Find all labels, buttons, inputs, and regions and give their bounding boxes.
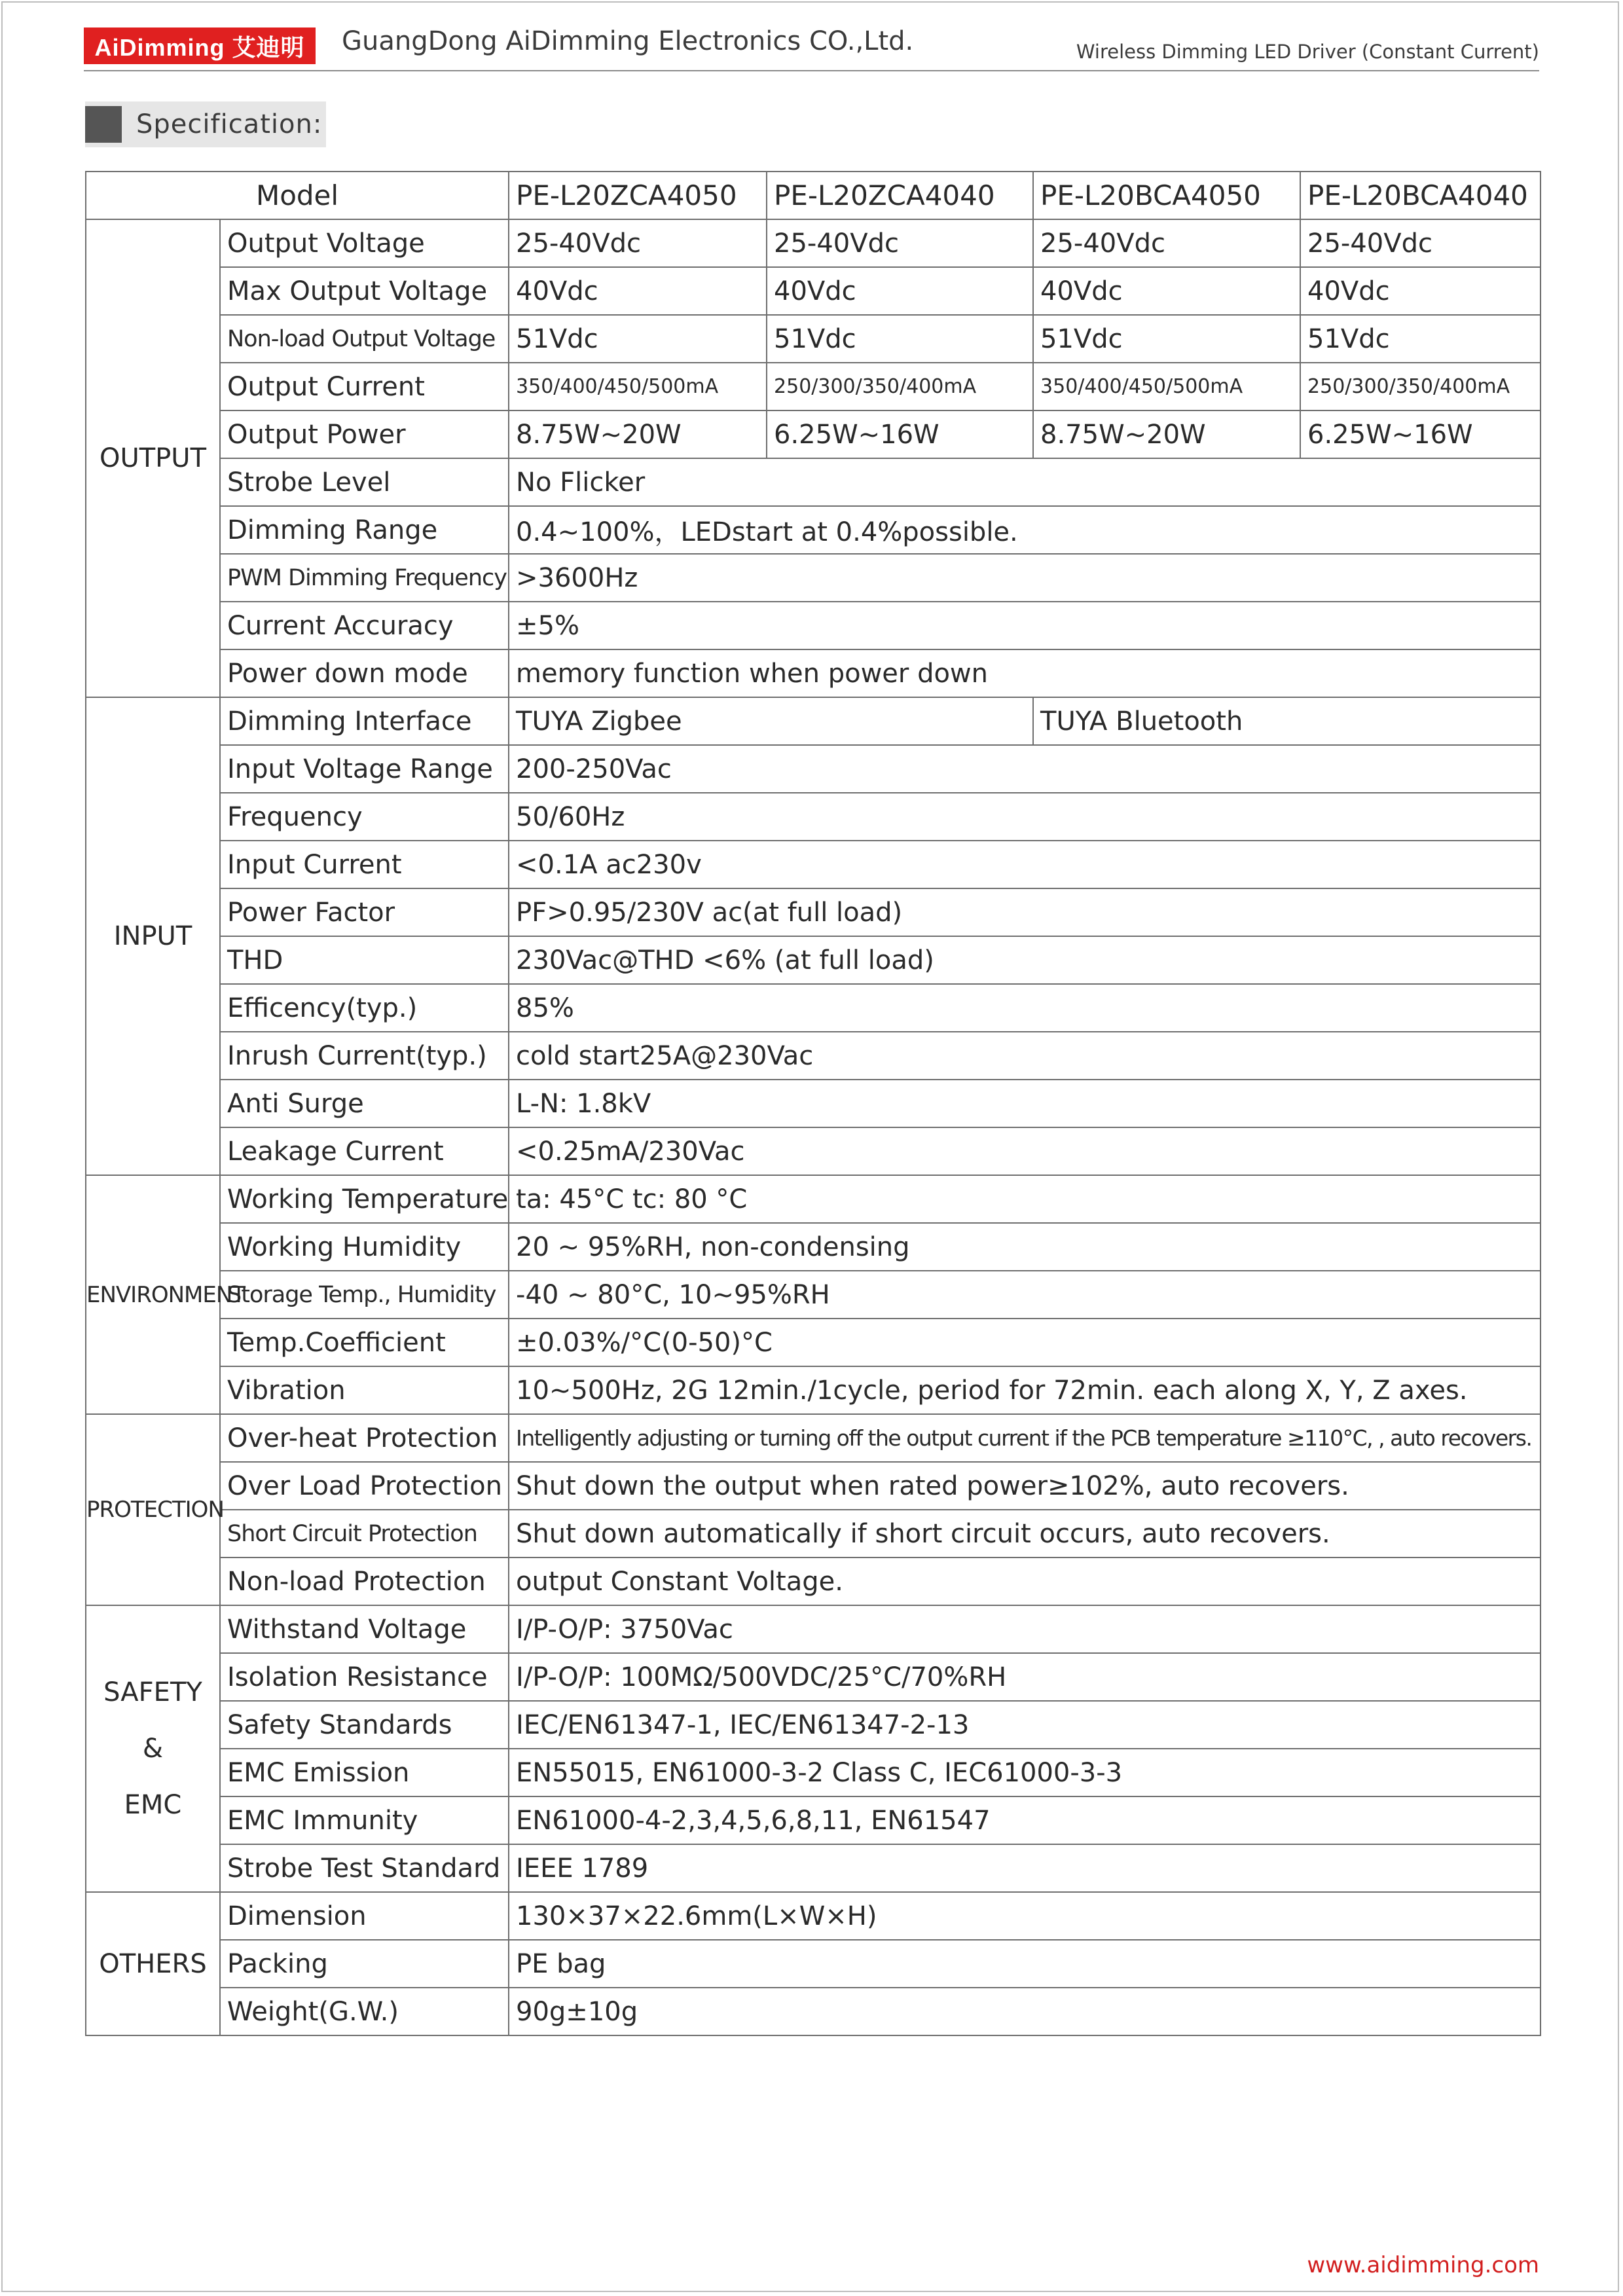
cell: cold start25A@230Vac — [509, 1032, 1541, 1080]
cell: memory function when power down — [509, 649, 1541, 697]
cell: 6.25W~16W — [767, 410, 1033, 458]
row-label: Anti Surge — [220, 1080, 509, 1127]
cell: >3600Hz — [509, 554, 1541, 602]
row-label: Over-heat Protection — [220, 1414, 509, 1462]
table-row — [86, 1127, 1541, 1175]
cell: <0.1A ac230v — [509, 841, 1541, 888]
cell: TUYA Bluetooth — [1033, 697, 1541, 745]
row-label: Packing — [220, 1940, 509, 1988]
row-label: Power Factor — [220, 888, 509, 936]
category-protection: PROTECTION — [86, 1414, 220, 1605]
cell: EN55015, EN61000-3-2 Class C, IEC61000-3-3 — [509, 1749, 1541, 1796]
cell: ±5% — [509, 602, 1541, 649]
row-label: Weight(G.W.) — [220, 1988, 509, 2035]
table-row — [86, 1223, 1541, 1271]
table-row — [86, 1080, 1541, 1127]
row-label: Inrush Current(typ.) — [220, 1032, 509, 1080]
category-others: OTHERS — [86, 1892, 220, 2035]
table-row — [86, 1175, 1541, 1223]
row-label: Over Load Protection — [220, 1462, 509, 1510]
category-line: & — [142, 1734, 164, 1764]
row-label: Temp.Coefficient — [220, 1319, 509, 1366]
row-label: Output Voltage — [220, 219, 509, 267]
model-2: PE-L20ZCA4040 — [767, 172, 1033, 219]
table-row — [86, 506, 1541, 554]
row-label: EMC Emission — [220, 1749, 509, 1796]
table-row — [86, 1701, 1541, 1749]
table-row — [86, 1510, 1541, 1558]
cell: 40Vdc — [1033, 267, 1300, 315]
cell: 50/60Hz — [509, 793, 1541, 841]
cell: 90g±10g — [509, 1988, 1541, 2035]
table-row — [86, 267, 1541, 315]
table-row — [86, 1988, 1541, 2035]
cell: <0.25mA/230Vac — [509, 1127, 1541, 1175]
cell: 51Vdc — [1033, 315, 1300, 363]
table-row — [86, 1271, 1541, 1319]
table-row — [86, 554, 1541, 602]
category-safety-emc — [86, 1605, 220, 1892]
specification-table — [85, 171, 1541, 2036]
cell: L-N: 1.8kV — [509, 1080, 1541, 1127]
section-title — [85, 101, 326, 147]
row-label: Non-load Output Voltage — [220, 315, 509, 363]
row-label: Isolation Resistance — [220, 1653, 509, 1701]
table-row — [86, 1366, 1541, 1414]
table-row — [86, 410, 1541, 458]
cell: 51Vdc — [1300, 315, 1541, 363]
model-label: Model — [86, 172, 509, 219]
cell: 250/300/350/400mA — [1300, 363, 1541, 410]
table-row — [86, 458, 1541, 506]
document-title: Wireless Dimming LED Driver (Constant Current) — [1076, 41, 1539, 63]
table-row — [86, 1414, 1541, 1462]
model-1: PE-L20ZCA4050 — [509, 172, 767, 219]
category-input: INPUT — [86, 697, 220, 1175]
row-label: Efficency(typ.) — [220, 984, 509, 1032]
row-label: Max Output Voltage — [220, 267, 509, 315]
table-row — [86, 649, 1541, 697]
cell: 350/400/450/500mA — [509, 363, 767, 410]
table-row — [86, 888, 1541, 936]
cell: 25-40Vdc — [767, 219, 1033, 267]
cell: IEEE 1789 — [509, 1844, 1541, 1892]
cell: 250/300/350/400mA — [767, 363, 1033, 410]
cell: 350/400/450/500mA — [1033, 363, 1300, 410]
table-row — [86, 793, 1541, 841]
cell: No Flicker — [509, 458, 1541, 506]
row-label: Strobe Test Standard — [220, 1844, 509, 1892]
footer-website-link[interactable]: www.aidimming.com — [1307, 2252, 1539, 2278]
table-row — [86, 1796, 1541, 1844]
company-logo: AiDimming 艾迪明 — [84, 27, 316, 64]
row-label: Working Temperature — [220, 1175, 509, 1223]
row-label: Strobe Level — [220, 458, 509, 506]
table-row — [86, 1749, 1541, 1796]
table-row — [86, 1653, 1541, 1701]
table-row — [86, 1462, 1541, 1510]
cell: 25-40Vdc — [1033, 219, 1300, 267]
header-divider — [84, 70, 1539, 71]
model-3: PE-L20BCA4050 — [1033, 172, 1300, 219]
cell: 20 ~ 95%RH, non-condensing — [509, 1223, 1541, 1271]
row-label: Working Humidity — [220, 1223, 509, 1271]
row-label: Safety Standards — [220, 1701, 509, 1749]
cell: TUYA Zigbee — [509, 697, 1033, 745]
table-row — [86, 602, 1541, 649]
table-row — [86, 984, 1541, 1032]
table-row — [86, 1558, 1541, 1605]
table-row — [86, 1319, 1541, 1366]
cell: 0.4~100%，LEDstart at 0.4%possible. — [509, 506, 1541, 554]
row-label: PWM Dimming Frequency — [220, 554, 509, 602]
section-marker-icon — [85, 106, 122, 143]
model-4: PE-L20BCA4040 — [1300, 172, 1541, 219]
row-label: Dimming Interface — [220, 697, 509, 745]
table-row — [86, 363, 1541, 410]
cell: PF>0.95/230V ac(at full load) — [509, 888, 1541, 936]
table-row — [86, 1605, 1541, 1653]
category-output: OUTPUT — [86, 219, 220, 697]
cell: 85% — [509, 984, 1541, 1032]
model-row — [86, 172, 1541, 219]
table-row — [86, 841, 1541, 888]
cell: 10~500Hz, 2G 12min./1cycle, period for 72min. each along X, Y, Z axes. — [509, 1366, 1541, 1414]
cell: PE bag — [509, 1940, 1541, 1988]
cell: 200-250Vac — [509, 745, 1541, 793]
cell: 8.75W~20W — [509, 410, 767, 458]
row-label: Short Circuit Protection — [220, 1510, 509, 1558]
section-title-text: Specification: — [136, 109, 323, 139]
cell: 6.25W~16W — [1300, 410, 1541, 458]
table-row — [86, 697, 1541, 745]
row-label: Withstand Voltage — [220, 1605, 509, 1653]
cell: 230Vac@THD <6% (at full load) — [509, 936, 1541, 984]
category-environment: ENVIRONMENT — [86, 1175, 220, 1414]
row-label: Output Current — [220, 363, 509, 410]
cell: 51Vdc — [509, 315, 767, 363]
category-line: EMC — [124, 1790, 182, 1820]
cell: Intelligently adjusting or turning off the output current if the PCB temperature ≥110°C, , auto recovers. — [509, 1414, 1541, 1462]
row-label: Dimming Range — [220, 506, 509, 554]
cell: I/P-O/P: 3750Vac — [509, 1605, 1541, 1653]
table-row — [86, 936, 1541, 984]
table-row — [86, 1892, 1541, 1940]
row-label: Current Accuracy — [220, 602, 509, 649]
cell: Shut down automatically if short circuit occurs, auto recovers. — [509, 1510, 1541, 1558]
cell: 25-40Vdc — [509, 219, 767, 267]
cell: IEC/EN61347-1, IEC/EN61347-2-13 — [509, 1701, 1541, 1749]
table-row — [86, 1940, 1541, 1988]
cell: 8.75W~20W — [1033, 410, 1300, 458]
table-row — [86, 745, 1541, 793]
cell: Shut down the output when rated power≥102%, auto recovers. — [509, 1462, 1541, 1510]
table-row — [86, 1032, 1541, 1080]
row-label: Non-load Protection — [220, 1558, 509, 1605]
company-name: GuangDong AiDimming Electronics CO.,Ltd. — [342, 26, 914, 56]
cell: -40 ~ 80°C, 10~95%RH — [509, 1271, 1541, 1319]
cell: 40Vdc — [1300, 267, 1541, 315]
row-label: Storage Temp., Humidity — [220, 1271, 509, 1319]
category-line: SAFETY — [103, 1677, 202, 1707]
cell: 40Vdc — [509, 267, 767, 315]
row-label: Input Current — [220, 841, 509, 888]
row-label: Leakage Current — [220, 1127, 509, 1175]
row-label: EMC Immunity — [220, 1796, 509, 1844]
cell: 25-40Vdc — [1300, 219, 1541, 267]
row-label: Input Voltage Range — [220, 745, 509, 793]
table-row — [86, 219, 1541, 267]
cell: 130×37×22.6mm(L×W×H) — [509, 1892, 1541, 1940]
cell: EN61000-4-2,3,4,5,6,8,11, EN61547 — [509, 1796, 1541, 1844]
cell: ta: 45°C tc: 80 °C — [509, 1175, 1541, 1223]
row-label: Power down mode — [220, 649, 509, 697]
cell: 40Vdc — [767, 267, 1033, 315]
row-label: Dimension — [220, 1892, 509, 1940]
page-header — [0, 0, 1623, 79]
cell: ±0.03%/°C(0-50)°C — [509, 1319, 1541, 1366]
table-row — [86, 315, 1541, 363]
row-label: Vibration — [220, 1366, 509, 1414]
table-row — [86, 1844, 1541, 1892]
row-label: THD — [220, 936, 509, 984]
row-label: Output Power — [220, 410, 509, 458]
cell: I/P-O/P: 100MΩ/500VDC/25°C/70%RH — [509, 1653, 1541, 1701]
cell: output Constant Voltage. — [509, 1558, 1541, 1605]
cell: 51Vdc — [767, 315, 1033, 363]
row-label: Frequency — [220, 793, 509, 841]
